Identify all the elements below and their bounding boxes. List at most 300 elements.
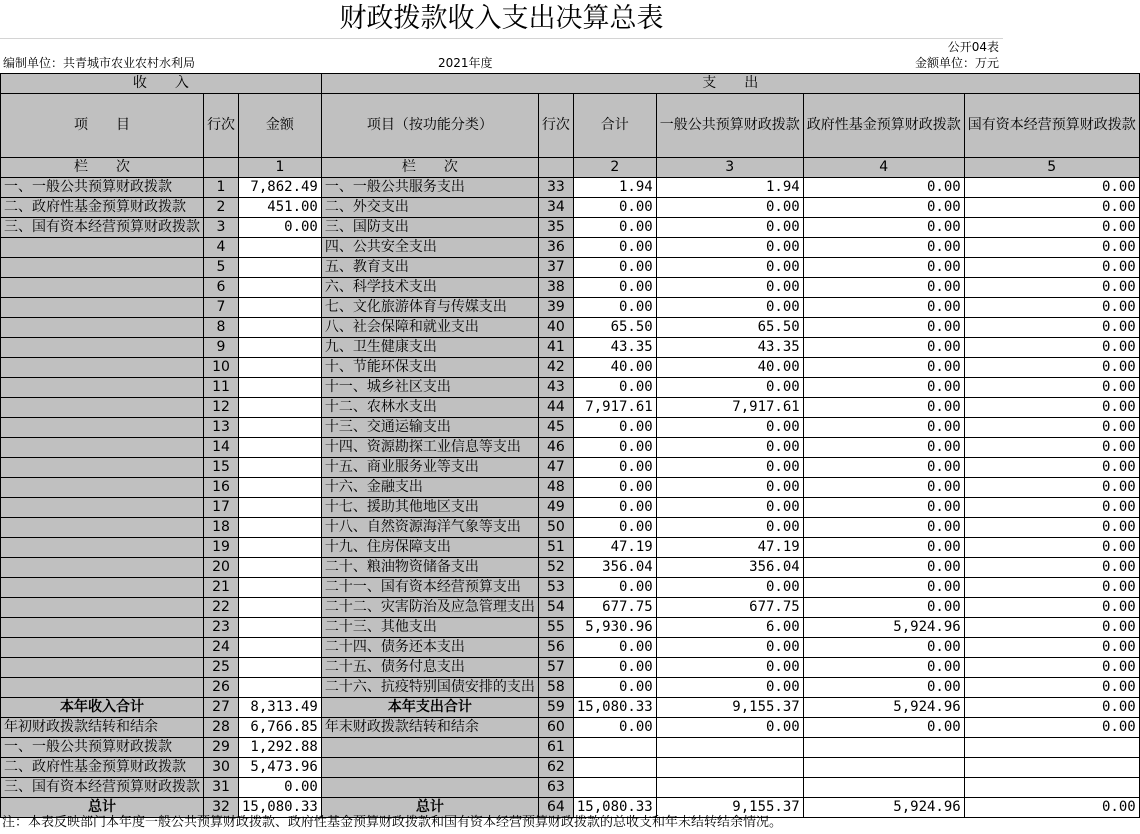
expense-item: 十八、自然资源海洋气象等支出 [321,518,538,538]
income-amount [239,398,322,418]
expense-fund: 0.00 [803,258,964,278]
income-amount [239,258,322,278]
table-row [1,618,1140,638]
carry-expense-fund [803,758,964,778]
lanci-1: 1 [239,158,322,178]
table-row [1,478,1140,498]
income-amount [239,358,322,378]
income-item: 三、国有资本经营预算财政拨款 [1,218,204,238]
carry-expense-item [321,778,538,798]
lanci-blank [204,158,239,178]
table-row [1,598,1140,618]
income-item [1,318,204,338]
income-row-no: 17 [204,498,239,518]
expense-general: 47.19 [656,538,803,558]
carry-ex-general: 0.00 [656,718,803,738]
income-row-no: 14 [204,438,239,458]
expense-general: 40.00 [656,358,803,378]
income-total-label: 本年收入合计 [1,698,204,718]
income-section-header: 收 入 [1,74,322,94]
expense-item: 五、教育支出 [321,258,538,278]
expense-item: 二十三、其他支出 [321,618,538,638]
expense-item: 十、节能环保支出 [321,358,538,378]
expense-general: 356.04 [656,558,803,578]
expense-total: 0.00 [573,218,656,238]
income-row-no: 20 [204,558,239,578]
expense-item: 十五、商业服务业等支出 [321,458,538,478]
income-item [1,278,204,298]
expense-total: 0.00 [573,578,656,598]
carry-ex-total: 0.00 [573,718,656,738]
expense-row-no: 40 [538,318,573,338]
income-amount [239,598,322,618]
expense-total: 0.00 [573,458,656,478]
income-row-no: 19 [204,538,239,558]
expense-general: 43.35 [656,338,803,358]
income-row-no: 22 [204,598,239,618]
carry-expense-state [964,738,1139,758]
col-header-item: 项 目 [1,94,204,158]
carry-income-amount: 5,473.96 [239,758,322,778]
carry-expense-row-no: 63 [538,778,573,798]
income-row-no: 13 [204,418,239,438]
income-row-no: 12 [204,398,239,418]
carry-income-item: 二、政府性基金预算财政拨款 [1,758,204,778]
expense-row-no: 55 [538,618,573,638]
expense-fund: 0.00 [803,398,964,418]
expense-general: 0.00 [656,418,803,438]
expense-item: 二十四、债务还本支出 [321,638,538,658]
expense-total: 0.00 [573,418,656,438]
carry-expense-state [964,778,1139,798]
expense-state: 0.00 [964,238,1139,258]
expense-total: 0.00 [573,278,656,298]
expense-state: 0.00 [964,638,1139,658]
expense-row-no: 34 [538,198,573,218]
income-amount [239,538,322,558]
form-number: 公开04表 [947,40,999,54]
table-row [1,278,1140,298]
income-row-no: 2 [204,198,239,218]
table-row [1,218,1140,238]
carry-expense-fund [803,778,964,798]
expense-item: 七、文化旅游体育与传媒支出 [321,298,538,318]
expense-general: 0.00 [656,578,803,598]
income-item [1,478,204,498]
expense-row-no: 52 [538,558,573,578]
expense-row-no: 36 [538,238,573,258]
lanci-4: 4 [803,158,964,178]
expense-row-no: 56 [538,638,573,658]
carry-expense-item [321,738,538,758]
table-row [1,418,1140,438]
col-header-fund-budget: 政府性基金预算财政拨款 [803,94,964,158]
expense-total: 0.00 [573,198,656,218]
expense-fund: 0.00 [803,678,964,698]
income-row-no: 9 [204,338,239,358]
lanci-label-2: 栏 次 [321,158,538,178]
grand-ex-fund: 5,924.96 [803,798,964,818]
income-row-no: 25 [204,658,239,678]
income-item [1,458,204,478]
expense-item: 二十一、国有资本经营预算支出 [321,578,538,598]
income-amount [239,298,322,318]
income-item [1,338,204,358]
income-row-no: 1 [204,178,239,198]
expense-state: 0.00 [964,398,1139,418]
grand-in-amount: 15,080.33 [239,798,322,818]
expense-total: 43.35 [573,338,656,358]
income-amount [239,658,322,678]
expense-general: 0.00 [656,298,803,318]
expense-general: 0.00 [656,258,803,278]
expense-state: 0.00 [964,578,1139,598]
income-amount [239,498,322,518]
income-amount [239,318,322,338]
expense-row-no: 51 [538,538,573,558]
expense-item: 十九、住房保障支出 [321,538,538,558]
expense-item: 二十、粮油物资储备支出 [321,558,538,578]
table-row [1,638,1140,658]
income-amount [239,478,322,498]
grand-ex-total: 15,080.33 [573,798,656,818]
expense-state: 0.00 [964,558,1139,578]
expense-total: 0.00 [573,258,656,278]
expense-total: 1.94 [573,178,656,198]
expense-state: 0.00 [964,278,1139,298]
expense-row-no: 42 [538,358,573,378]
carry-income-amount: 0.00 [239,778,322,798]
expense-total: 0.00 [573,678,656,698]
expense-general: 6.00 [656,618,803,638]
expense-fund: 0.00 [803,278,964,298]
expense-general: 0.00 [656,378,803,398]
expense-fund: 0.00 [803,498,964,518]
carry-expense-general [656,758,803,778]
expense-total: 677.75 [573,598,656,618]
income-item [1,538,204,558]
expense-total: 7,917.61 [573,398,656,418]
income-row-no: 5 [204,258,239,278]
expense-total: 0.00 [573,238,656,258]
expense-item: 九、卫生健康支出 [321,338,538,358]
table-row [1,178,1140,198]
income-item: 一、一般公共预算财政拨款 [1,178,204,198]
income-amount [239,418,322,438]
table-row [1,358,1140,378]
grand-ex-state: 0.00 [964,798,1139,818]
table-row [1,678,1140,698]
expense-general: 0.00 [656,458,803,478]
income-amount [239,638,322,658]
expense-total: 40.00 [573,358,656,378]
income-row-no: 7 [204,298,239,318]
carry-income-amount: 1,292.88 [239,738,322,758]
expense-state: 0.00 [964,598,1139,618]
expense-general: 0.00 [656,218,803,238]
table-row [1,458,1140,478]
expense-state: 0.00 [964,378,1139,398]
expense-row-no: 50 [538,518,573,538]
table-row [1,778,1140,798]
expense-general: 0.00 [656,238,803,258]
expense-state: 0.00 [964,518,1139,538]
table-row [1,738,1140,758]
grand-in-label: 总计 [1,798,204,818]
expense-fund: 0.00 [803,578,964,598]
expense-general: 0.00 [656,438,803,458]
expense-row-no: 45 [538,418,573,438]
grand-ex-label: 总计 [321,798,538,818]
col-header-expense-row-no: 行次 [538,94,573,158]
col-header-general-budget: 一般公共预算财政拨款 [656,94,803,158]
carry-ex-label: 年末财政拨款结转和结余 [321,718,538,738]
table-row [1,698,1140,718]
income-item [1,258,204,278]
income-item [1,438,204,458]
expense-state: 0.00 [964,658,1139,678]
income-row-no: 16 [204,478,239,498]
table-row [1,658,1140,678]
col-header-amount: 金额 [239,94,322,158]
income-amount [239,618,322,638]
expense-item: 四、公共安全支出 [321,238,538,258]
expense-item: 二十六、抗疫特别国债安排的支出 [321,678,538,698]
expense-state: 0.00 [964,478,1139,498]
grand-in-row-no: 32 [204,798,239,818]
expense-fund: 0.00 [803,658,964,678]
carry-ex-row-no: 60 [538,718,573,738]
col-header-row-no: 行次 [204,94,239,158]
carry-income-row-no: 31 [204,778,239,798]
expense-general: 0.00 [656,198,803,218]
carry-expense-general [656,738,803,758]
expense-item: 三、国防支出 [321,218,538,238]
table-row [1,338,1140,358]
expense-row-no: 47 [538,458,573,478]
expense-state: 0.00 [964,298,1139,318]
expense-item: 十六、金融支出 [321,478,538,498]
expense-item: 十二、农林水支出 [321,398,538,418]
income-amount [239,338,322,358]
table-row [1,258,1140,278]
table-row [1,198,1140,218]
income-amount: 7,862.49 [239,178,322,198]
expense-fund: 5,924.96 [803,618,964,638]
income-row-no: 18 [204,518,239,538]
expense-general: 0.00 [656,498,803,518]
table-row [1,518,1140,538]
lanci-3: 3 [656,158,803,178]
expense-fund: 0.00 [803,298,964,318]
expense-item: 二十二、灾害防治及应急管理支出 [321,598,538,618]
income-amount [239,378,322,398]
income-item [1,578,204,598]
expense-item: 六、科学技术支出 [321,278,538,298]
income-row-no: 6 [204,278,239,298]
lanci-5: 5 [964,158,1139,178]
expense-row-no: 38 [538,278,573,298]
income-item [1,358,204,378]
expense-total: 0.00 [573,478,656,498]
expense-total-state: 0.00 [964,698,1139,718]
expense-state: 0.00 [964,358,1139,378]
expense-total: 0.00 [573,298,656,318]
expense-row-no: 41 [538,338,573,358]
income-row-no: 23 [204,618,239,638]
expense-fund: 0.00 [803,598,964,618]
expense-fund: 0.00 [803,438,964,458]
income-item [1,298,204,318]
expense-general: 0.00 [656,678,803,698]
income-total-row-no: 27 [204,698,239,718]
expense-general: 677.75 [656,598,803,618]
expense-general: 0.00 [656,518,803,538]
expense-row-no: 33 [538,178,573,198]
expense-general: 0.00 [656,478,803,498]
income-item [1,618,204,638]
expense-fund: 0.00 [803,518,964,538]
expense-general: 0.00 [656,278,803,298]
expense-total: 356.04 [573,558,656,578]
expense-total: 47.19 [573,538,656,558]
expense-fund: 0.00 [803,458,964,478]
expense-state: 0.00 [964,498,1139,518]
grand-ex-row-no: 64 [538,798,573,818]
expense-item: 二、外交支出 [321,198,538,218]
expense-fund: 0.00 [803,638,964,658]
expense-state: 0.00 [964,198,1139,218]
carry-expense-total [573,758,656,778]
expense-item: 十三、交通运输支出 [321,418,538,438]
expense-state: 0.00 [964,678,1139,698]
income-amount [239,578,322,598]
income-row-no: 26 [204,678,239,698]
carry-expense-item [321,758,538,778]
expense-fund: 0.00 [803,538,964,558]
income-item [1,518,204,538]
carry-in-row-no: 28 [204,718,239,738]
income-amount: 0.00 [239,218,322,238]
carry-income-row-no: 29 [204,738,239,758]
income-row-no: 3 [204,218,239,238]
table-row [1,538,1140,558]
income-item [1,398,204,418]
expense-fund: 0.00 [803,238,964,258]
income-row-no: 10 [204,358,239,378]
expense-fund: 0.00 [803,478,964,498]
table-row [1,558,1140,578]
carry-in-label: 年初财政拨款结转和结余 [1,718,204,738]
income-amount [239,678,322,698]
lanci-2: 2 [573,158,656,178]
expense-total-label: 本年支出合计 [321,698,538,718]
carry-in-amount: 6,766.85 [239,718,322,738]
income-amount [239,438,322,458]
expense-item: 十四、资源勘探工业信息等支出 [321,438,538,458]
expense-state: 0.00 [964,218,1139,238]
income-amount: 451.00 [239,198,322,218]
expense-total: 0.00 [573,378,656,398]
expense-total: 0.00 [573,658,656,678]
expense-state: 0.00 [964,538,1139,558]
carry-expense-total [573,778,656,798]
income-item [1,658,204,678]
expense-general: 1.94 [656,178,803,198]
expense-state: 0.00 [964,258,1139,278]
income-total-amount: 8,313.49 [239,698,322,718]
expense-row-no: 58 [538,678,573,698]
report-title: 财政拨款收入支出决算总表 [0,0,1003,39]
carry-expense-general [656,778,803,798]
expense-row-no: 46 [538,438,573,458]
income-item [1,598,204,618]
table-row [1,298,1140,318]
income-item [1,678,204,698]
expense-state: 0.00 [964,318,1139,338]
income-item [1,498,204,518]
table-row [1,578,1140,598]
amount-unit: 金额单位：万元 [914,56,999,70]
expense-section-header: 支 出 [321,74,1139,94]
footnote: 注：本表反映部门本年度一般公共预算财政拨款、政府性基金预算财政拨款和国有资本经营预算财政拨款的总收支和年末结转结余情况。 [2,815,783,830]
income-item [1,638,204,658]
carry-ex-state: 0.00 [964,718,1139,738]
compiling-unit: 编制单位：共青城市农业农村水利局 [3,56,196,70]
expense-item: 一、一般公共服务支出 [321,178,538,198]
expense-row-no: 54 [538,598,573,618]
expense-total: 65.50 [573,318,656,338]
expense-row-no: 53 [538,578,573,598]
expense-total: 0.00 [573,498,656,518]
expense-fund: 0.00 [803,178,964,198]
expense-general: 0.00 [656,658,803,678]
income-row-no: 15 [204,458,239,478]
lanci-label: 栏 次 [1,158,204,178]
expense-fund: 0.00 [803,558,964,578]
income-item [1,378,204,398]
income-item [1,238,204,258]
expense-item: 十一、城乡社区支出 [321,378,538,398]
expense-total-general: 9,155.37 [656,698,803,718]
income-amount [239,278,322,298]
expense-fund: 0.00 [803,338,964,358]
expense-total-total: 15,080.33 [573,698,656,718]
table-row [1,718,1140,738]
table-row [1,318,1140,338]
expense-fund: 0.00 [803,358,964,378]
income-amount [239,458,322,478]
expense-general: 65.50 [656,318,803,338]
col-header-state-capital: 国有资本经营预算财政拨款 [964,94,1139,158]
expense-state: 0.00 [964,178,1139,198]
expense-row-no: 43 [538,378,573,398]
report-year: 2021年度 [438,56,493,70]
expense-state: 0.00 [964,618,1139,638]
expense-general: 7,917.61 [656,398,803,418]
expense-total-row-no: 59 [538,698,573,718]
expense-row-no: 57 [538,658,573,678]
expense-row-no: 44 [538,398,573,418]
col-header-total: 合计 [573,94,656,158]
expense-row-no: 48 [538,478,573,498]
expense-fund: 0.00 [803,418,964,438]
expense-total: 0.00 [573,518,656,538]
income-row-no: 11 [204,378,239,398]
carry-expense-row-no: 62 [538,758,573,778]
expense-general: 0.00 [656,638,803,658]
income-row-no: 4 [204,238,239,258]
